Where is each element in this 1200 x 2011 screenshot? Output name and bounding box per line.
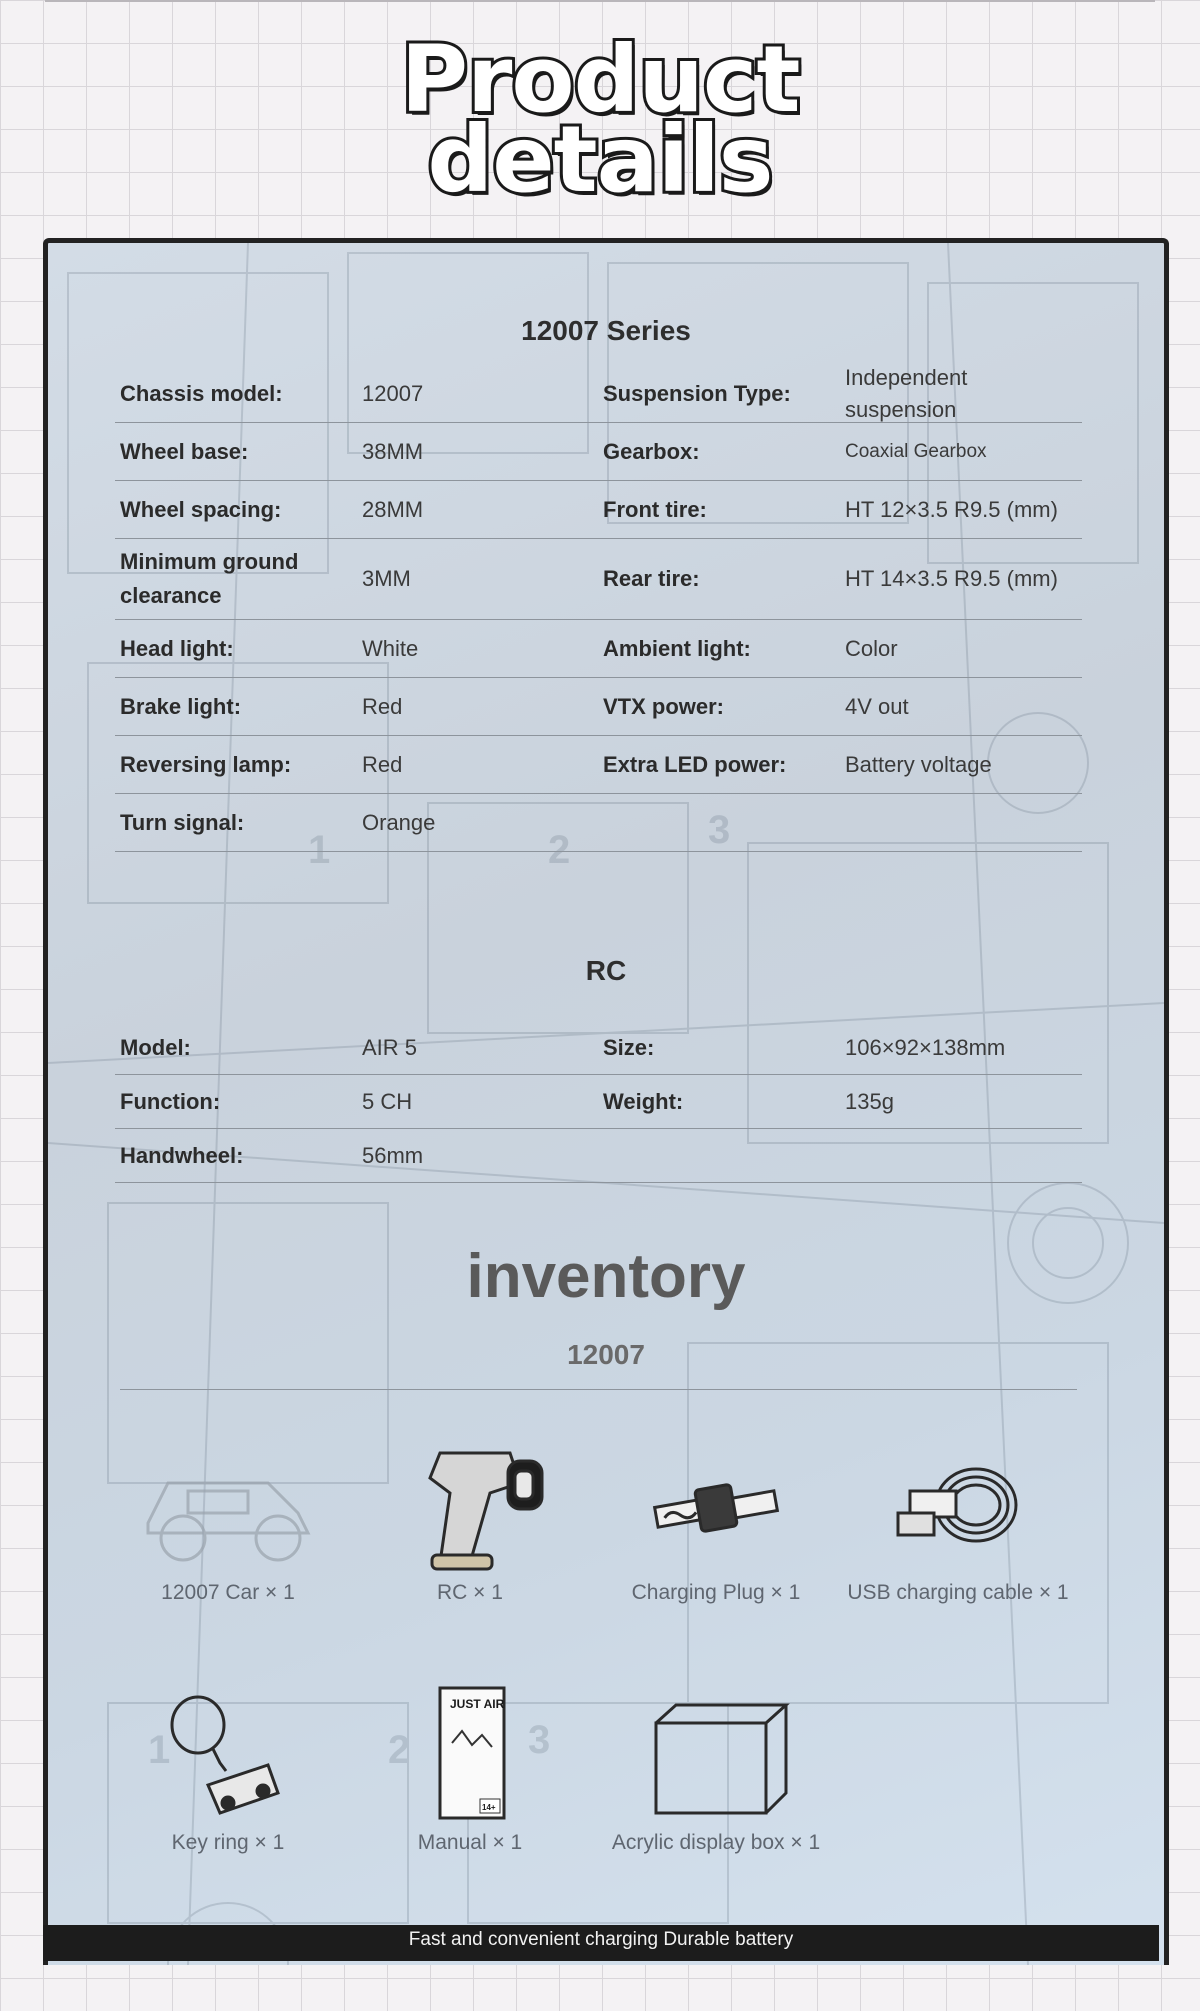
spec-label: Front tire: [603,496,707,522]
inventory-item [596,1693,836,1855]
item-caption: 12007 Car × 1 [161,1581,295,1604]
car-icon [128,1443,328,1573]
spec-value: 28MM [362,496,424,522]
series-spec-table [115,366,1082,852]
svg-text:2: 2 [388,1728,411,1772]
spec-label: Model: [120,1034,191,1060]
spec-label: Brake light: [120,693,242,719]
spec-value: Coaxial Gearbox [845,440,987,462]
spec-value: 106×92×138mm [845,1034,1006,1060]
rc-section-title: RC [585,955,627,986]
spec-label: Gearbox: [603,438,700,464]
inventory-divider [120,1389,1077,1390]
spec-value: Orange [362,809,436,835]
spec-value: 135g [845,1088,894,1114]
spec-row [115,1021,1082,1075]
spec-value: Independent suspension [845,365,968,422]
charging-plug-icon [616,1443,816,1573]
spec-value: AIR 5 [362,1034,418,1060]
spec-value: Red [362,751,403,777]
page-title-line2: details [427,106,773,213]
spec-label: Rear tire: [603,566,700,591]
rc-spec-table [115,1021,1082,1183]
spec-label: Turn signal: [120,809,245,835]
remote-controller-icon [370,1443,570,1573]
key-ring-icon [128,1693,328,1823]
spec-value: 38MM [362,438,424,464]
spec-label: Head light: [120,635,234,661]
spec-row [115,678,1082,736]
spec-label: Handwheel: [120,1142,244,1168]
spec-row [115,1129,1082,1183]
page-title-line1: Product [400,26,800,133]
top-rule [45,0,1155,2]
spec-row [115,620,1082,678]
spec-value: HT 14×3.5 R9.5 (mm) [845,566,1058,591]
spec-label: Weight: [603,1088,684,1114]
spec-value: 12007 [362,381,424,406]
spec-row [115,366,1082,423]
svg-text:1: 1 [308,828,331,872]
manual-age-badge: 14+ [482,1803,496,1812]
item-caption: Charging Plug × 1 [631,1581,801,1604]
spec-row [115,736,1082,794]
item-caption: RC × 1 [437,1581,503,1604]
spec-value: 5 CH [362,1088,413,1114]
spec-value: Red [362,693,403,719]
series-section-title: 12007 Series [521,315,691,346]
spec-value: Battery voltage [845,751,992,777]
spec-row [115,423,1082,481]
footer-banner: Fast and convenient charging Durable battery [43,1925,1159,1961]
svg-text:1: 1 [148,1728,171,1772]
inventory-item [350,1443,590,1605]
spec-label: Size: [603,1034,655,1060]
spec-value: 3MM [362,566,411,591]
inventory-item [838,1443,1078,1605]
product-details-panel [43,238,1169,1965]
spec-value: HT 12×3.5 R9.5 (mm) [845,496,1058,522]
manual-icon [370,1683,570,1823]
spec-label: Chassis model: [120,381,283,406]
spec-label: Wheel spacing: [120,496,282,522]
spec-label: Minimum ground clearance [120,549,299,608]
item-caption: USB charging cable × 1 [847,1581,1069,1604]
item-caption: Key ring × 1 [171,1831,285,1854]
spec-row [115,794,1082,852]
spec-row [115,1075,1082,1129]
spec-value: 56mm [362,1142,424,1168]
item-caption: Acrylic display box × 1 [611,1831,821,1854]
spec-label: VTX power: [603,693,725,719]
spec-value: 4V out [845,693,909,719]
manual-brand: JUST AIR [450,1697,505,1711]
svg-text:2: 2 [548,828,571,872]
spec-label: Suspension Type: [603,381,791,406]
inventory-item [108,1693,348,1855]
inventory-item [350,1683,590,1855]
spec-row [115,539,1082,620]
svg-text:3: 3 [708,808,731,852]
inventory-title: inventory [466,1242,746,1311]
spec-value: White [362,635,419,661]
spec-label: Wheel base: [120,438,249,464]
inventory-item [108,1443,348,1605]
usb-cable-icon [858,1443,1058,1573]
spec-label: Ambient light: [603,635,751,661]
spec-value: Color [845,635,898,661]
item-caption: Manual × 1 [417,1831,523,1854]
inventory-item [596,1443,836,1605]
spec-label: Extra LED power: [603,751,787,777]
spec-row [115,481,1082,539]
spec-label: Function: [120,1088,221,1114]
spec-label: Reversing lamp: [120,751,292,777]
svg-text:3: 3 [528,1718,551,1762]
inventory-subtitle: 12007 [567,1339,645,1370]
display-box-icon [616,1693,816,1823]
